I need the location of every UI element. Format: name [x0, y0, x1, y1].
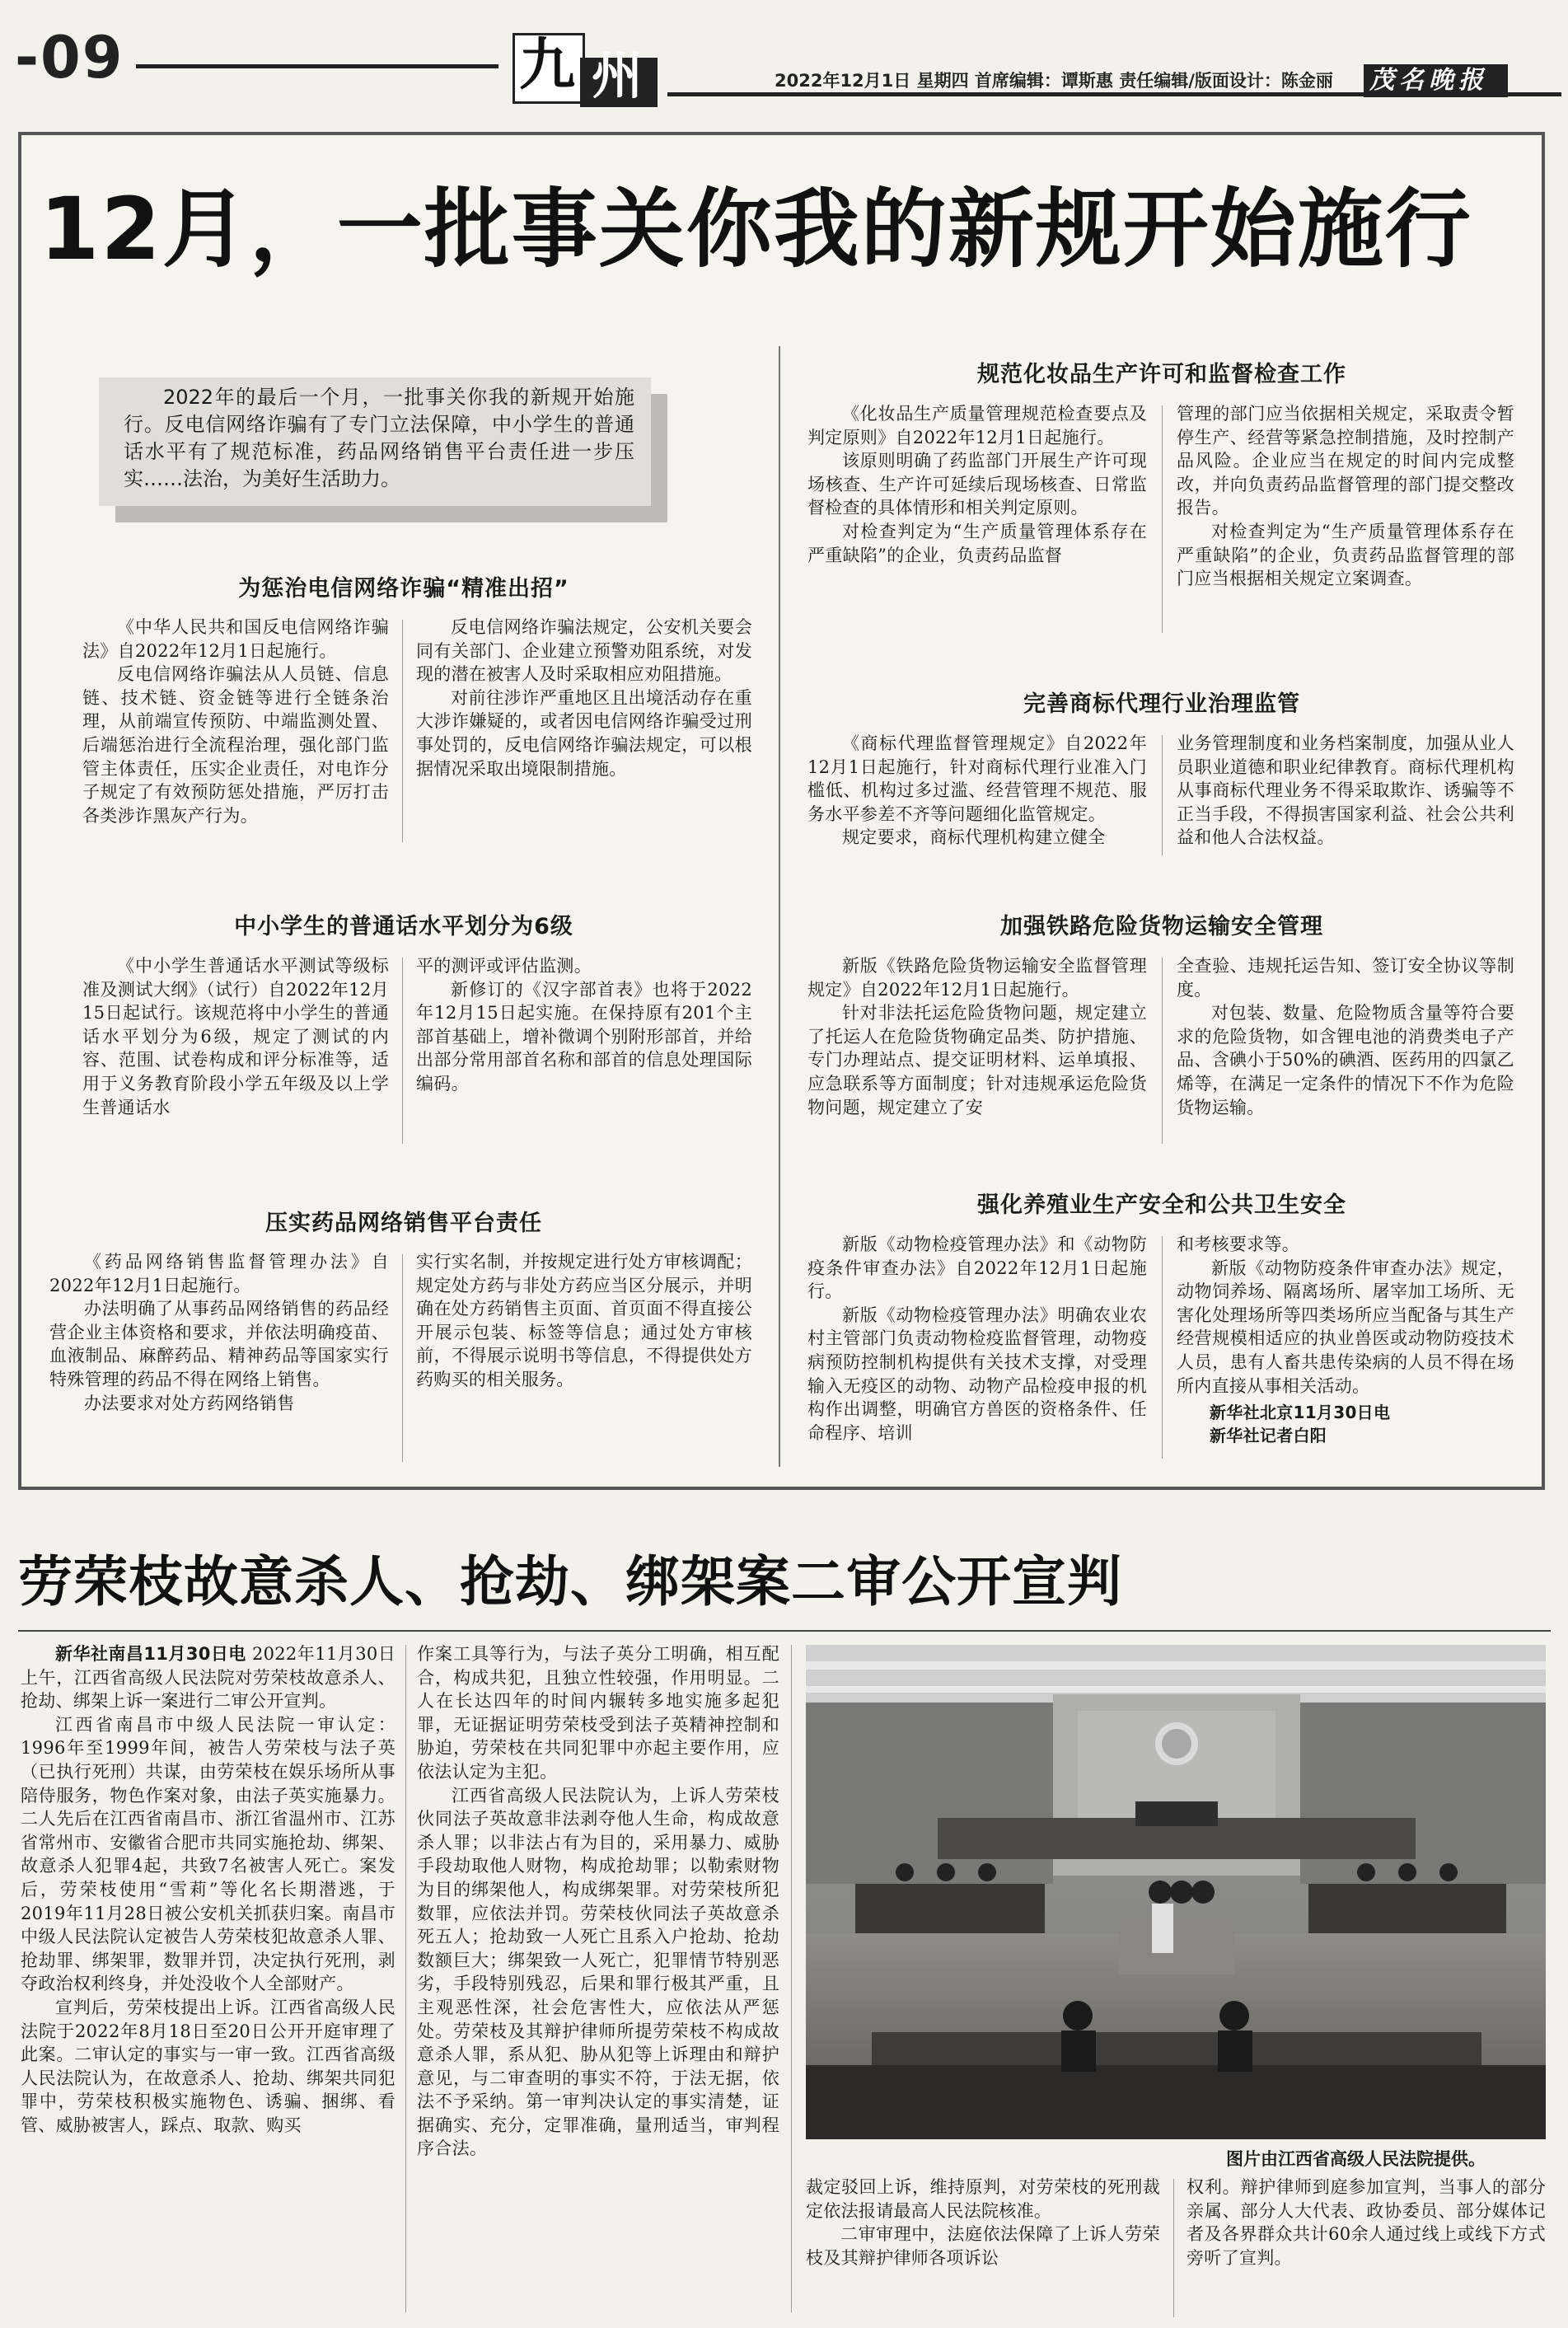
paragraph: 新版《动物检疫管理办法》和《动物防疫条件审查办法》自2022年12月1日起施行。: [807, 1234, 1147, 1302]
paragraph: 平的测评或评估监测。: [416, 956, 592, 976]
rule: [1162, 405, 1163, 633]
livestock-col-1: [807, 1233, 1147, 1445]
credit-line: 新华社北京11月30日电: [1210, 1403, 1391, 1423]
paragraph: 全查验、违规托运告知、签订安全协议等制度。: [1177, 956, 1514, 1000]
paragraph: 《中华人民共和国反电信网络诈骗法》自2022年12月1日起施行。: [82, 617, 389, 661]
cosmetics-col-1: [807, 402, 1147, 567]
railway-col-2: [1177, 954, 1514, 1119]
telecom-col-2: [416, 616, 752, 780]
rule: [1173, 2179, 1174, 2317]
section-title-drug-sales: 压实药品网络销售平台责任: [265, 1211, 542, 1236]
section-logo: [513, 28, 658, 109]
dateline: 2022年12月1日 星期四 首席编辑：谭斯惠 责任编辑/版面设计：陈金丽: [775, 71, 1333, 91]
section-title-cosmetics: 规范化妆品生产许可和监督检查工作: [977, 362, 1346, 387]
paragraph: 新修订的《汉字部首表》也将于2022年12月15日起实施。在保持原有201个主部首基础上，增补微调个别附形部首，并给出部分常用部首名称和部首的信息处理国际编码。: [416, 979, 752, 1094]
rule: [1162, 958, 1163, 1144]
courtroom-photo-svg: [806, 1645, 1546, 2139]
paragraph: 2022年11月30日上午，江西省高级人民法院对劳荣枝故意杀人、抢劫、绑架上诉一案进行二审公开宣判。: [21, 1644, 396, 1712]
section-title-trademark: 完善商标代理行业治理监管: [1023, 691, 1300, 717]
paragraph: 新版《动物检疫管理办法》明确农业农村主管部门负责动物检疫监督管理，动物疫病预防控制机构提供有关技术支撑，对受理输入无疫区的动物、动物产品检疫申报的机构作出调整，明确官方兽医的资格条件、任命程序、培训: [807, 1305, 1147, 1443]
paper-logo-text: 茂名晚报: [1369, 66, 1488, 95]
paragraph: 对包装、数量、危险物质含量等符合要求的危险货物，如含锂电池的消费类电子产品、含碘小于50%的碘酒、医药用的四氯乙烯等，在满足一定条件的情况下不作为危险货物运输。: [1177, 1003, 1514, 1117]
paragraph: 对检查判定为“生产质量管理体系存在严重缺陷”的企业，负责药品监督: [807, 521, 1147, 565]
paragraph: 二审审理中，法庭依法保障了上诉人劳荣枝及其辩护律师各项诉讼: [806, 2224, 1160, 2268]
paragraph: 办法要求对处方药网络销售: [84, 1393, 295, 1413]
paragraph: 规定要求，商标代理机构建立健全: [842, 827, 1106, 848]
story2-col-3: [806, 2176, 1160, 2269]
paragraph: 对检查判定为“生产质量管理体系存在严重缺陷”的企业，负责药品监督管理的部门应当根据相关规定立案调查。: [1177, 521, 1514, 589]
paragraph: 针对非法托运危险货物问题，规定建立了托运人在危险货物确定品类、防护措施、专门办理站点、提交证明材料、运单填报、应急联系等方面制度；针对违规承运危险货物问题，规定建立了安: [807, 1003, 1147, 1117]
paragraph: 作案工具等行为，与法子英分工明确，相互配合，构成共犯，且独立性较强，作用明显。二人在长达四年的时间内辗转多地实施多起犯罪，无证据证明劳荣枝受到法子英精神控制和胁迫，劳荣枝在共同犯罪中亦起主要作用，应依法认定为主犯。: [417, 1644, 779, 1782]
story2-col-4: [1187, 2176, 1546, 2269]
section-title-railway: 加强铁路危险货物运输安全管理: [1000, 914, 1323, 939]
story2-headline: 劳荣枝故意杀人、抢劫、绑架案二审公开宣判: [18, 1550, 1122, 1614]
railway-col-1: [807, 954, 1147, 1119]
mandarin-col-1: [82, 954, 389, 1119]
drug-col-2: [416, 1250, 752, 1392]
paragraph: 管理的部门应当依据相关规定，采取责令暂停生产、经营等紧急控制措施，及时控制产品风险。企业应当在规定的时间内完成整改，并向负责药品监督管理的部门提交整改报告。: [1177, 404, 1514, 518]
page-number: -09: [15, 24, 124, 91]
story2-col-2: [417, 1642, 779, 2161]
credit-line: 新华社记者白阳: [1210, 1426, 1327, 1446]
paragraph: 该原则明确了药监部门开展生产许可现场核查、生产许可延续后现场核查、日常监督检查的具体情形和相关判定原则。: [807, 451, 1147, 518]
rule: [402, 620, 403, 842]
rule: [402, 958, 403, 1144]
section-char-2: 州: [592, 45, 644, 105]
paragraph: 实行实名制，并按规定进行处方审核调配；规定处方药与非处方药应当区分展示，并明确在处方药销售主页面、首页面不得直接公开展示包装、标签等信息；通过处方审核前，不得展示说明书等信息，不得提供处方药购买的相关服务。: [416, 1252, 752, 1389]
rule: [405, 1645, 406, 2312]
masthead-rule-left: [136, 64, 498, 68]
rule: [791, 1645, 792, 2312]
rule: [1162, 735, 1163, 855]
story1-headline: 12月，一批事关你我的新规开始施行: [40, 179, 1472, 279]
lead-text: 2022年的最后一个月，一批事关你我的新规开始施行。反电信网络诈骗有了专门立法保障，中小学生的普通话水平有了规范标准，药品网络销售平台责任进一步压实……法治，为美好生活助力。: [124, 386, 634, 490]
rule: [402, 1254, 403, 1462]
story2-col-1: [21, 1642, 396, 2137]
paragraph: 对前往涉诈严重地区且出境活动存在重大涉诈嫌疑的，或者因电信网络诈骗受过刑事处罚的，反电信网络诈骗法规定，可以根据情况采取出境限制措施。: [416, 687, 752, 779]
paragraph: 《商标代理监督管理规定》自2022年12月1日起施行，针对商标代理行业准入门槛低、机构过多过滥、经营管理不规范、服务水平参差不齐等问题细化监管规定。: [807, 733, 1147, 824]
paragraph: 办法明确了从事药品网络销售的药品经营企业主体资格和要求，并依法明确疫苗、血液制品、麻醉药品、精神药品等国家实行特殊管理的药品不得在网络上销售。: [49, 1299, 389, 1389]
paragraph: 业务管理制度和业务档案制度，加强从业人员职业道德和职业纪律教育。商标代理机构从事商标代理业务不得采取欺诈、诱骗等不正当手段，不得损害国家利益、社会公共利益和他人合法权益。: [1177, 733, 1514, 848]
section-title-mandarin: 中小学生的普通话水平划分为6级: [234, 914, 573, 939]
livestock-col-2: [1177, 1233, 1514, 1447]
trademark-col-1: [807, 732, 1147, 850]
drug-col-1: [49, 1250, 389, 1415]
paragraph: 《化妆品生产质量管理规范检查要点及判定原则》自2022年12月1日起施行。: [807, 404, 1147, 447]
rule: [1162, 1236, 1163, 1459]
section-title-livestock: 强化养殖业生产安全和公共卫生安全: [977, 1192, 1346, 1218]
paragraph: 权利。辩护律师到庭参加宣判，当事人的部分亲属、部分人大代表、政协委员、部分媒体记者及各界群众共计60余人通过线上或线下方式旁听了宣判。: [1187, 2177, 1546, 2268]
trademark-col-2: [1177, 732, 1514, 850]
section-char-1: 九: [519, 32, 576, 98]
paragraph: 新版《动物防疫条件审查办法》规定，动物饲养场、隔离场所、屠宰加工场所、无害化处理场所等四类场所应当配备与其生产经营规模相适应的执业兽医或动物防疫技术人员，患有人畜共患传染病的人员不得在场所内直接从事相关活动。: [1177, 1258, 1514, 1396]
story1-center-divider: [779, 346, 780, 1467]
story2-dateline: 新华社南昌11月30日电: [55, 1644, 246, 1664]
paragraph: 反电信网络诈骗法从人员链、信息链、技术链、资金链等进行全链条治理，从前端宣传预防、中端监测处置、后端惩治进行全流程治理，强化部门监管主体责任，压实企业责任，对电诈分子规定了有效预防惩处措施，严厉打击各类涉诈黑灰产行为。: [82, 664, 389, 826]
paragraph: 宣判后，劳荣枝提出上诉。江西省高级人民法院于2022年8月18日至20日公开开庭审理了此案。二审认定的事实与一审一致。江西省高级人民法院认为，在故意杀人、抢劫、绑架共同犯罪中，劳荣枝积极实施物色、诱骗、捆绑、看管、威胁被害人，踩点、取款、购买: [21, 1997, 396, 2135]
story2-rule: [18, 1630, 1551, 1632]
paragraph: 《药品网络销售监督管理办法》自2022年12月1日起施行。: [49, 1252, 389, 1295]
cosmetics-col-2: [1177, 402, 1514, 591]
paragraph: 江西省高级人民法院认为，上诉人劳荣枝伙同法子英故意非法剥夺他人生命，构成故意杀人罪；以非法占有为目的，采用暴力、威胁手段劫取他人财物，构成抢劫罪；以勒索财物为目的绑架他人，构成绑架罪。对劳荣枝所犯数罪，应依法并罚。劳荣枝伙同法子英故意杀死五人；抢劫致一人死亡且系入户抢劫、抢劫数额巨大；绑架致一人死亡，犯罪情节特别恶劣，手段特别残忍，后果和罪行极其严重，且主观恶性深，社会危害性大，应依法从严惩处。劳荣枝及其辩护律师所提劳荣枝不构成故意杀人罪，系从犯、胁从犯等上诉理由和辩护意见，与二审查明的事实不符，于法无据，依法不予采纳。第一审判决认定的事实清楚，证据确实、充分，定罪准确，量刑适当，审判程序合法。: [417, 1785, 779, 2159]
paragraph: 反电信网络诈骗法规定，公安机关要会同有关部门、企业建立预警劝阻系统，对发现的潜在被害人及时采取相应劝阻措施。: [416, 617, 752, 685]
telecom-col-1: [82, 616, 389, 827]
paragraph: 新版《铁路危险货物运输安全监督管理规定》自2022年12月1日起施行。: [807, 956, 1147, 1000]
courtroom-photo: [806, 1645, 1546, 2139]
paragraph: 江西省南昌市中级人民法院一审认定：1996年至1999年间，被告人劳荣枝与法子英（已执行死刑）共谋，由劳荣枝在娱乐场所从事陪侍服务，物色作案对象，由法子英实施暴力。二人先后在江西省南昌市、浙江省温州市、江苏省常州市、安徽省合肥市共同实施抢劫、绑架、故意杀人犯罪4起，共致7名被害人死亡。案发后，劳荣枝使用“雪莉”等化名长期潜逃，于2019年11月28日被公安机关抓获归案。南昌市中级人民法院认定被告人劳荣枝犯故意杀人罪、抢劫罪、绑架罪，数罪并罚，决定执行死刑，剥夺政治权利终身，并处没收个人全部财产。: [21, 1714, 396, 1994]
section-title-telecom-fraud: 为惩治电信网络诈骗“精准出招”: [238, 576, 569, 602]
mandarin-col-2: [416, 954, 752, 1096]
paragraph: 《中小学生普通话水平测试等级标准及测试大纲》（试行）自2022年12月15日起试行。该规范将中小学生的普通话水平划分为6级，规定了测试的内容、范围、试卷构成和评分标准等，适用于义务教育阶段小学五年级及以上学生普通话水: [82, 956, 389, 1117]
paragraph: 裁定驳回上诉，维持原判，对劳荣枝的死刑裁定依法报请最高人民法院核准。: [806, 2177, 1160, 2221]
paragraph: 和考核要求等。: [1177, 1234, 1300, 1254]
photo-caption: 图片由江西省高级人民法院提供。: [1226, 2149, 1486, 2169]
